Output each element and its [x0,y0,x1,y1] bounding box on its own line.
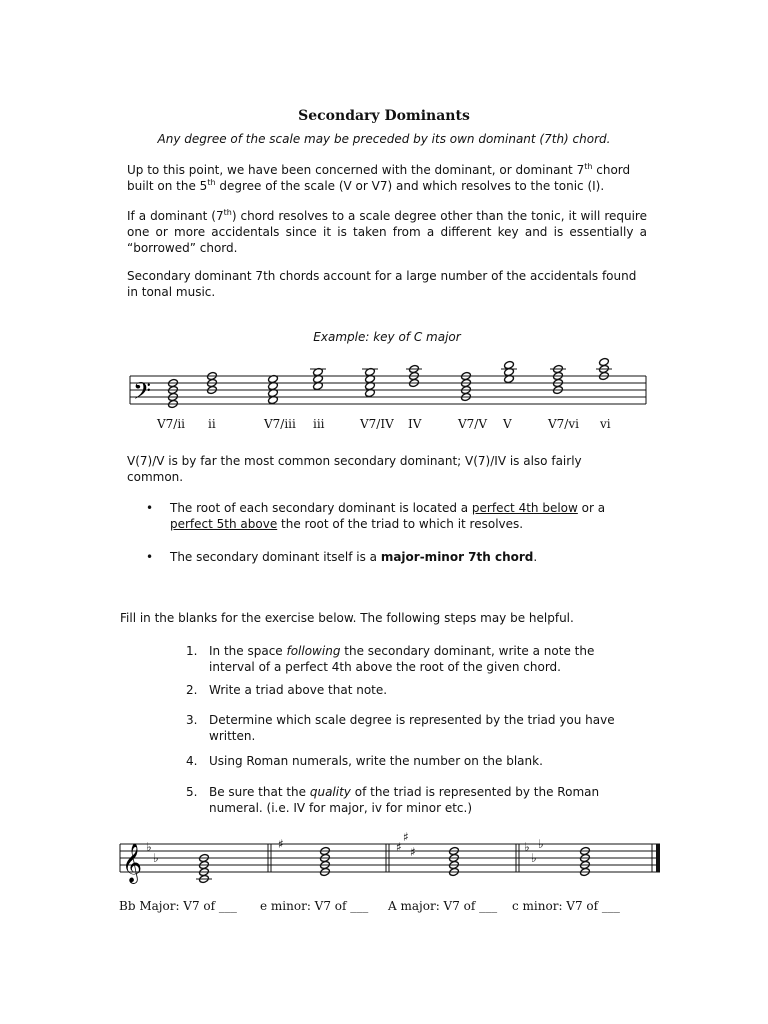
subtitle: Any degree of the scale may be preceded by its own dominant (7th) chord. [157,132,611,146]
sharp-icon: ♯ [410,845,416,859]
chord-label: V [503,417,512,431]
paragraph-borrowed-chord: If a dominant (7th) chord resolves to a scale degree other than the tonic, it will require one or more accidentals since it is taken from a different key and is essentially a “borrowed” chord. [127,208,647,255]
flat-icon: ♭ [524,840,530,854]
sharp-icon: ♯ [396,840,402,854]
paragraph-accidentals: Secondary dominant 7th chords account for a large number of the accidentals found in tonal music. [127,269,637,299]
exercise-blank-2: e minor: V7 of ___ [260,899,369,913]
flat-icon: ♭ [531,851,537,865]
step-4: 4. Using Roman numerals, write the number on the blank. [186,754,543,768]
chord-label: vi [600,417,611,431]
bullet-chord-quality: • The secondary dominant itself is a major-minor 7th chord. [146,550,538,564]
bullet-root-interval: • The root of each secondary dominant is located a perfect 4th below or a perfect 5th above the root of the triad to which it resolves. [146,501,606,531]
chord-label: iii [313,417,325,431]
chord-label: V7/IV [360,417,394,431]
chord-label: V7/ii [157,417,186,431]
step-2: 2. Write a triad above that note. [186,683,388,697]
sharp-icon: ♯ [278,837,284,851]
step-1: 1. In the space following the secondary dominant, write a note the interval of a perfect 4th above the root of the given chord. [186,644,595,674]
exercise-instructions: Fill in the blanks for the exercise below. The following steps may be helpful. [120,611,574,625]
treble-clef-icon: 𝄞 [122,843,143,883]
exercise-blank-3: A major: V7 of ___ [388,899,498,913]
exercise-blank-1: Bb Major: V7 of ___ [119,899,237,913]
sharp-icon: ♯ [403,830,409,844]
bass-clef-icon: 𝄢 [133,377,152,410]
paragraph-dominant: Up to this point, we have been concerned with the dominant, or dominant 7th chord built on the 5th degree of the scale (V or V7) and which resolves to the tonic (I). [127,162,631,193]
chord-label: V7/V [458,417,488,431]
exercise-blank-4: c minor: V7 of ___ [512,899,620,913]
flat-icon: ♭ [153,851,159,865]
flat-icon: ♭ [146,840,152,854]
example-label: Example: key of C major [313,330,461,344]
step-3: 3. Determine which scale degree is represented by the triad you have written. [186,713,615,743]
chord-label: V7/vi [548,417,579,431]
page-title: Secondary Dominants [298,108,470,124]
paragraph-common-secondary: V(7)/V is by far the most common secondary dominant; V(7)/IV is also fairly common. [127,454,582,484]
chord-label: ii [208,417,216,431]
flat-icon: ♭ [538,837,544,851]
chord-label: IV [408,417,422,431]
step-5: 5. Be sure that the quality of the triad is represented by the Roman numeral. (i.e. IV for major, iv for minor etc.) [186,785,600,815]
chord-label: V7/iii [264,417,296,431]
